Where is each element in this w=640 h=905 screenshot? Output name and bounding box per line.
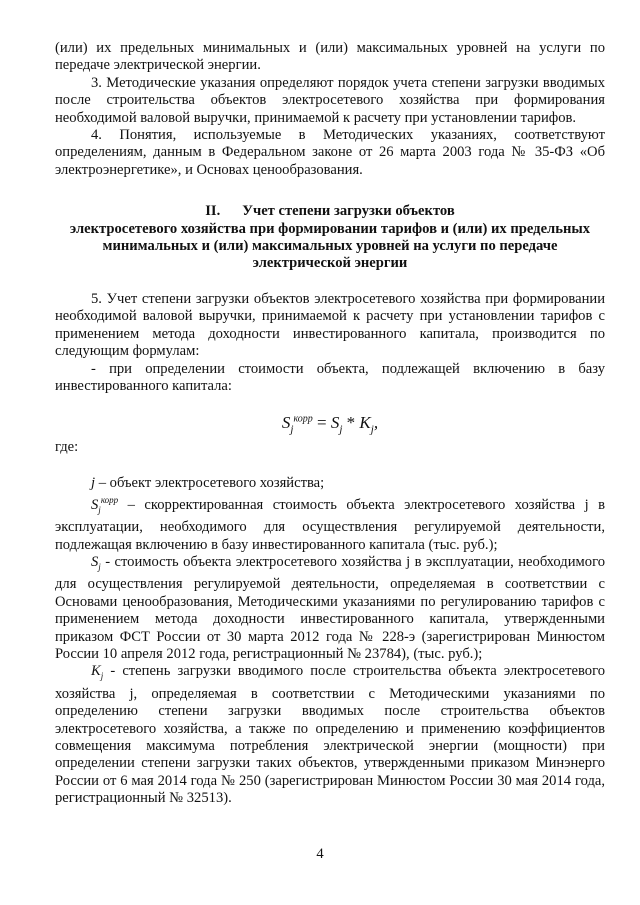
- definition-s-corr: $S_j^{корр}$ – скорректированная стоимость объекта электросетевого хозяйства j в эксплуатации, необходимого для осуществления регулируемой деятельности, подлежащая включению в базу инвестированного капитала (тыс. руб.);: [55, 495, 605, 553]
- section-number: II.: [205, 203, 221, 220]
- formula-rhs-k: $K_j$: [359, 413, 374, 436]
- section-heading-line1: Учет степени загрузки объектов: [242, 203, 455, 220]
- formula: [55, 413, 605, 439]
- paragraph-continuation: (или) их предельных минимальных и (или) максимальных уровней на услуги по передаче электрической энергии.: [55, 40, 605, 74]
- spacer: [55, 273, 605, 291]
- spacer: [55, 457, 605, 475]
- bullet-item: - при определении стоимости объекта, подлежащей включению в базу инвестированного капитала:: [55, 360, 605, 394]
- formula-operator: *: [342, 413, 360, 433]
- paragraph-5: 5. Учет степени загрузки объектов электросетевого хозяйства при формировании необходимой валовой выручки, принимаемой к расчету при установлении тарифов с применением метода доходности инвестированного капитала, производится по следующим формулам:: [55, 290, 605, 360]
- where-label: где:: [55, 439, 79, 456]
- definition-k: $K_j$ - степень загрузки вводимого после строительства объекта электросетевого хозяйства j, определяемая в соответствии с Методическими указаниями по определению степени загрузки вводимых после строительства объектов электросетевого хозяйства, а также по определению и применению коэффициентов совмещения максимума потребления электрической энергии (мощности) при определении степени загрузки таких объектов, утвержденными приказом Минэнерго России от 6 мая 2014 года № 250 (зарегистрирован Минюстом России 30 мая 2014 года, регистрационный № 32513).: [55, 663, 605, 807]
- formula-lhs: $S_j^{корр}$: [281, 413, 313, 436]
- formula-rhs-s: $S_j$: [330, 413, 343, 436]
- paragraph-4: 4. Понятия, используемые в Методических указаниях, соответствуют определениям, данным в Федеральном законе от 26 марта 2003 года № 35-ФЗ «Об электроэнергетике», и Основах ценообразования.: [55, 127, 605, 178]
- formula-end: ,: [373, 413, 379, 433]
- formula-equals: =: [312, 413, 331, 433]
- paragraph-3: 3. Методические указания определяют порядок учета степени загрузки вводимых после строительства объектов электросетевого хозяйства при формирования необходимой валовой выручки, принимаемой к расчету при установлении тарифов.: [55, 74, 605, 126]
- section-heading-title: [55, 203, 605, 220]
- section-heading-line2: электросетевого хозяйства при формировании тарифов и (или) их предельных минимальных и (или) максимальных уровней на услуги по передаче электрической энергии: [69, 220, 591, 272]
- definition-s: $S_j$ - стоимость объекта электросетевого хозяйства j в эксплуатации, необходимого для осуществления регулируемой деятельности, определяемая в соответствии с Основами ценообразования, Методическими указаниями по регулированию тарифов с применением метода доходности инвестированного капитала, утвержденными приказом ФСТ России от 30 марта 2012 года № 228-э (зарегистрирован Минюстом России 10 апреля 2012 года, регистрационный № 23784), (тыс. руб.);: [55, 554, 605, 663]
- section-heading: [55, 203, 605, 273]
- definition-j: j – объект электросетевого хозяйства;: [91, 474, 325, 491]
- page-number: 4: [316, 846, 324, 862]
- document-page: [55, 40, 605, 808]
